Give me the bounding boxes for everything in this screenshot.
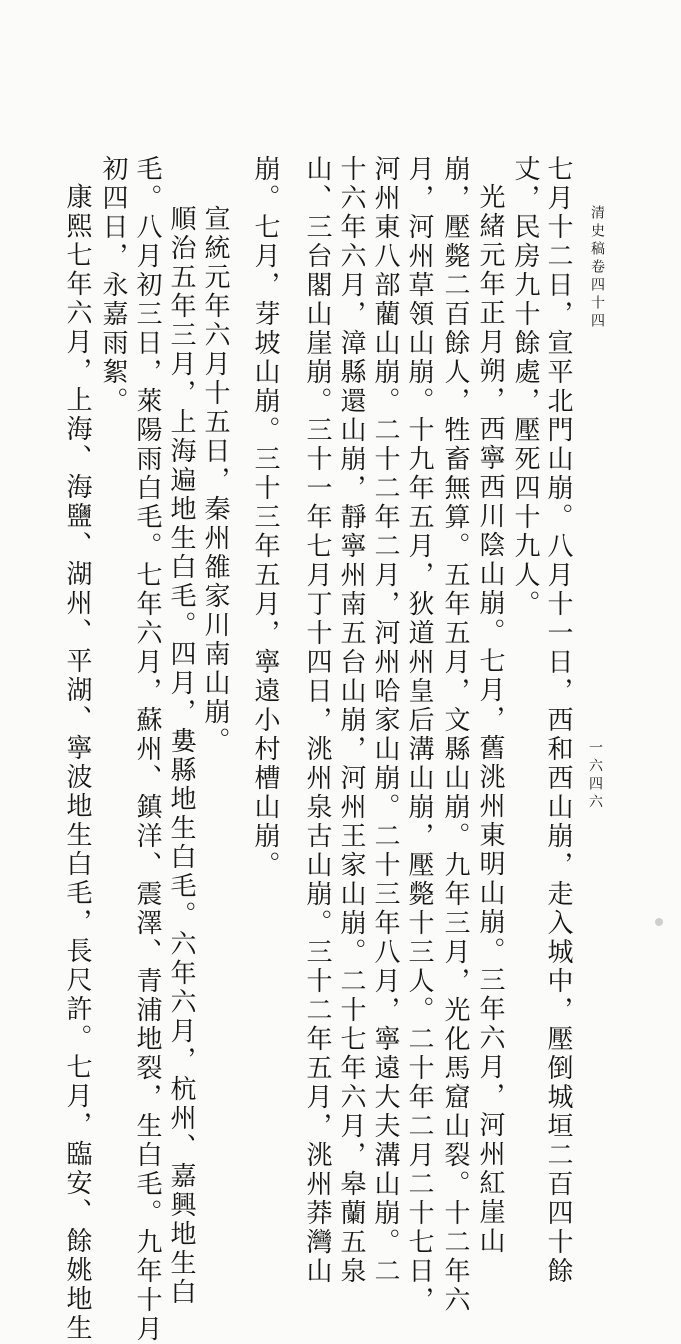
text-column: 崩。七月，芽坡山崩。三十三年五月，寧遠小村槽山崩。 bbox=[250, 155, 280, 880]
text-column: 宣統元年六月十五日，秦州雒家川南山崩。 bbox=[200, 205, 230, 756]
text-column: 七月十二日，宣平北門山崩。八月十一日，西和西山崩，走入城中，壓倒城垣二百四十餘 bbox=[543, 155, 573, 1286]
page-edge-mark bbox=[655, 918, 663, 926]
text-column: 月，河州草領山崩。十九年五月，狄道州皇后溝山崩，壓斃十三人。二十年二月二十七日， bbox=[404, 155, 434, 1315]
text-column: 河州東八部藺山崩。二十二年二月，河州哈家山崩。二十三年八月，寧遠大夫溝山崩。二 bbox=[370, 155, 400, 1286]
page-number: 一六四六 bbox=[587, 740, 603, 812]
text-column: 順治五年三月，上海遍地生白毛。四月，婁縣地生白毛。六年六月，杭州、嘉興地生白 bbox=[166, 205, 196, 1307]
running-header-title: 清史稿卷四十四 bbox=[589, 205, 605, 331]
text-column: 毛。八月初三日，萊陽雨白毛。七年六月，蘇州、鎮洋、震澤、青浦地裂，生白毛。九年十月 bbox=[132, 155, 162, 1344]
text-column: 山、三台閣山崖崩。三十一年七月丁十四日，洮州泉古山崩。三十二年五月，洮州莽灣山 bbox=[302, 155, 332, 1286]
text-column: 丈，民房九十餘處，壓死四十九人。 bbox=[510, 155, 540, 619]
text-column: 初四日，永嘉雨絮。 bbox=[98, 155, 128, 416]
text-column: 光緒元年正月朔，西寧西川陰山崩。七月，舊洮州東明山崩。三年六月，河州紅崖山 bbox=[475, 183, 505, 1256]
text-column: 崩，壓斃二百餘人，牲畜無算。五年五月，文縣山崩。九年三月，光化馬窟山裂。十二年六 bbox=[440, 155, 470, 1315]
text-column: 十六年六月，漳縣還山崩，靜寧州南五台山崩，河州王家山崩。二十七年六月，皋蘭五泉 bbox=[336, 155, 366, 1286]
text-column: 康熙七年六月，上海、海鹽、湖州、平湖、寧波地生白毛，長尺許。七月，臨安、餘姚地生 bbox=[62, 183, 92, 1343]
